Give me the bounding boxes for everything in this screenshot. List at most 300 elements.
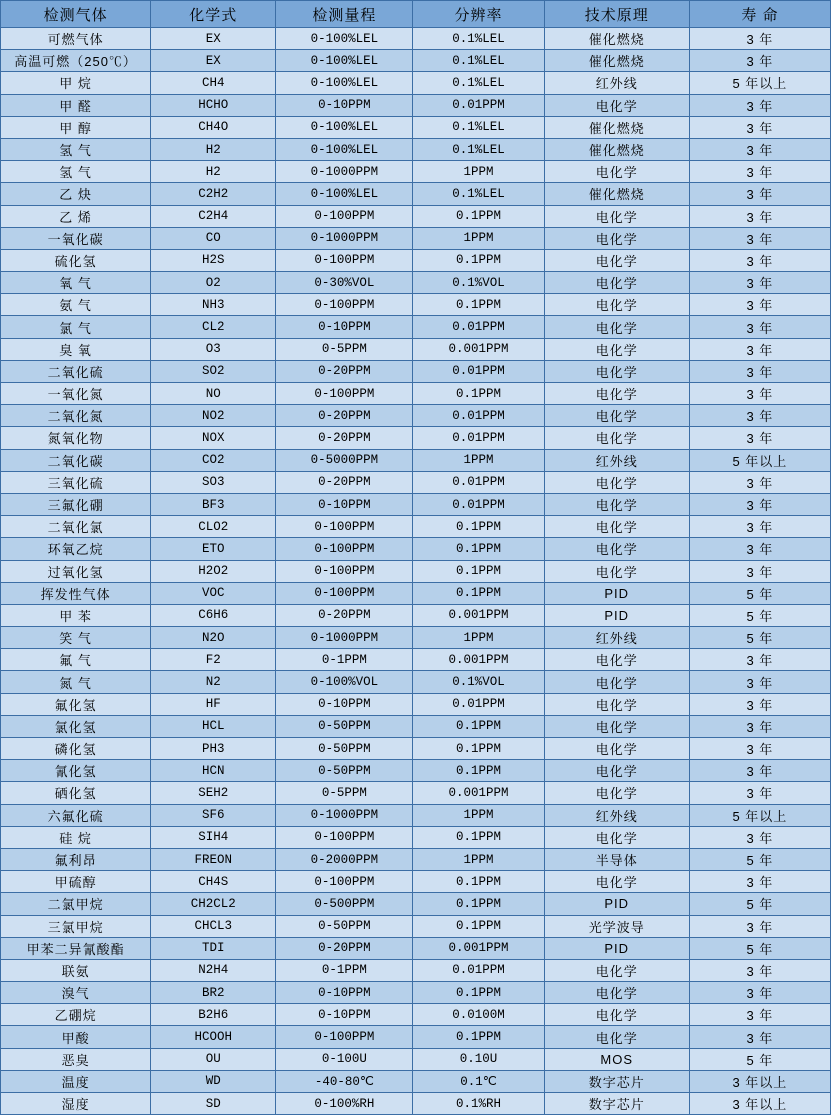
cell-technology: 红外线 <box>544 627 689 649</box>
cell-lifetime: 3 年 <box>689 427 830 449</box>
cell-gas-name: 甲苯二异氰酸酯 <box>1 937 151 959</box>
table-row <box>1 538 831 560</box>
cell-chemical-formula: N2H4 <box>151 959 276 981</box>
cell-detection-range: 0-100PPM <box>276 294 413 316</box>
cell-chemical-formula: C2H4 <box>151 205 276 227</box>
table-row <box>1 449 831 471</box>
cell-chemical-formula: CO2 <box>151 449 276 471</box>
cell-lifetime: 3 年 <box>689 871 830 893</box>
cell-gas-name: 三氟化硼 <box>1 493 151 515</box>
cell-detection-range: 0-20PPM <box>276 604 413 626</box>
column-header-resolution: 分辨率 <box>413 1 544 28</box>
cell-technology: 红外线 <box>544 449 689 471</box>
cell-detection-range: 0-100U <box>276 1048 413 1070</box>
cell-technology: 催化燃烧 <box>544 138 689 160</box>
cell-chemical-formula: CH2CL2 <box>151 893 276 915</box>
cell-resolution: 0.01PPM <box>413 959 544 981</box>
cell-technology: 电化学 <box>544 294 689 316</box>
cell-gas-name: 氟利昂 <box>1 848 151 870</box>
cell-technology: 电化学 <box>544 516 689 538</box>
cell-gas-name: 可燃气体 <box>1 28 151 50</box>
cell-gas-name: 氢 气 <box>1 138 151 160</box>
table-row <box>1 693 831 715</box>
cell-detection-range: 0-100%LEL <box>276 183 413 205</box>
cell-detection-range: -40-80℃ <box>276 1070 413 1092</box>
table-row <box>1 50 831 72</box>
cell-lifetime: 5 年 <box>689 848 830 870</box>
table-row <box>1 893 831 915</box>
cell-resolution: 0.001PPM <box>413 649 544 671</box>
cell-technology: 电化学 <box>544 671 689 693</box>
cell-technology: 催化燃烧 <box>544 116 689 138</box>
cell-technology: 电化学 <box>544 982 689 1004</box>
cell-lifetime: 3 年 <box>689 826 830 848</box>
table-row <box>1 915 831 937</box>
cell-resolution: 0.1PPM <box>413 383 544 405</box>
cell-lifetime: 5 年以上 <box>689 449 830 471</box>
cell-resolution: 0.1℃ <box>413 1070 544 1092</box>
cell-gas-name: 联氨 <box>1 959 151 981</box>
table-row <box>1 760 831 782</box>
cell-detection-range: 0-100%LEL <box>276 72 413 94</box>
cell-detection-range: 0-1000PPM <box>276 627 413 649</box>
table-row <box>1 804 831 826</box>
table-row <box>1 649 831 671</box>
cell-chemical-formula: SD <box>151 1093 276 1115</box>
cell-technology: PID <box>544 937 689 959</box>
cell-lifetime: 3 年以上 <box>689 1070 830 1092</box>
cell-resolution: 0.1PPM <box>413 249 544 271</box>
cell-gas-name: 湿度 <box>1 1093 151 1115</box>
table-row <box>1 94 831 116</box>
cell-technology: MOS <box>544 1048 689 1070</box>
cell-gas-name: 一氧化氮 <box>1 383 151 405</box>
cell-detection-range: 0-20PPM <box>276 471 413 493</box>
cell-chemical-formula: SEH2 <box>151 782 276 804</box>
cell-gas-name: 一氧化碳 <box>1 227 151 249</box>
cell-resolution: 0.001PPM <box>413 937 544 959</box>
cell-gas-name: 甲 醇 <box>1 116 151 138</box>
cell-resolution: 0.1%VOL <box>413 272 544 294</box>
cell-resolution: 0.1PPM <box>413 915 544 937</box>
cell-chemical-formula: H2S <box>151 249 276 271</box>
table-row <box>1 272 831 294</box>
cell-resolution: 0.01PPM <box>413 471 544 493</box>
table-row <box>1 72 831 94</box>
cell-chemical-formula: PH3 <box>151 738 276 760</box>
cell-gas-name: 挥发性气体 <box>1 582 151 604</box>
cell-technology: 电化学 <box>544 871 689 893</box>
cell-chemical-formula: CL2 <box>151 316 276 338</box>
cell-resolution: 1PPM <box>413 627 544 649</box>
cell-chemical-formula: N2 <box>151 671 276 693</box>
cell-lifetime: 3 年 <box>689 227 830 249</box>
cell-technology: PID <box>544 604 689 626</box>
cell-gas-name: 硫化氢 <box>1 249 151 271</box>
cell-resolution: 0.1%RH <box>413 1093 544 1115</box>
cell-detection-range: 0-100%LEL <box>276 28 413 50</box>
cell-lifetime: 5 年 <box>689 937 830 959</box>
cell-resolution: 1PPM <box>413 227 544 249</box>
cell-chemical-formula: HF <box>151 693 276 715</box>
cell-gas-name: 过氧化氢 <box>1 560 151 582</box>
table-row <box>1 227 831 249</box>
cell-lifetime: 3 年以上 <box>689 1093 830 1115</box>
table-row <box>1 28 831 50</box>
cell-resolution: 0.001PPM <box>413 604 544 626</box>
cell-technology: 电化学 <box>544 94 689 116</box>
cell-resolution: 0.01PPM <box>413 693 544 715</box>
cell-lifetime: 3 年 <box>689 760 830 782</box>
cell-lifetime: 5 年 <box>689 627 830 649</box>
table-row <box>1 604 831 626</box>
cell-gas-name: 乙硼烷 <box>1 1004 151 1026</box>
cell-detection-range: 0-10PPM <box>276 693 413 715</box>
cell-lifetime: 3 年 <box>689 560 830 582</box>
cell-detection-range: 0-20PPM <box>276 427 413 449</box>
cell-lifetime: 3 年 <box>689 50 830 72</box>
table-row <box>1 338 831 360</box>
cell-chemical-formula: SO3 <box>151 471 276 493</box>
cell-technology: 电化学 <box>544 338 689 360</box>
cell-technology: 光学波导 <box>544 915 689 937</box>
cell-technology: 电化学 <box>544 249 689 271</box>
cell-technology: 催化燃烧 <box>544 183 689 205</box>
cell-lifetime: 3 年 <box>689 538 830 560</box>
cell-chemical-formula: BF3 <box>151 493 276 515</box>
cell-technology: 电化学 <box>544 826 689 848</box>
cell-resolution: 0.1%LEL <box>413 183 544 205</box>
cell-lifetime: 3 年 <box>689 294 830 316</box>
table-row <box>1 959 831 981</box>
cell-lifetime: 3 年 <box>689 982 830 1004</box>
cell-detection-range: 0-100%VOL <box>276 671 413 693</box>
cell-gas-name: 二氧化氮 <box>1 405 151 427</box>
cell-resolution: 1PPM <box>413 804 544 826</box>
cell-technology: 电化学 <box>544 560 689 582</box>
cell-gas-name: 氯 气 <box>1 316 151 338</box>
cell-resolution: 0.1%VOL <box>413 671 544 693</box>
cell-chemical-formula: VOC <box>151 582 276 604</box>
cell-technology: 电化学 <box>544 538 689 560</box>
cell-technology: PID <box>544 893 689 915</box>
cell-gas-name: 甲 烷 <box>1 72 151 94</box>
table-row <box>1 427 831 449</box>
cell-detection-range: 0-5PPM <box>276 338 413 360</box>
cell-gas-name: 氟 气 <box>1 649 151 671</box>
cell-technology: 电化学 <box>544 471 689 493</box>
cell-technology: 红外线 <box>544 804 689 826</box>
cell-gas-name: 二氧化硫 <box>1 360 151 382</box>
cell-technology: 电化学 <box>544 760 689 782</box>
cell-resolution: 0.01PPM <box>413 427 544 449</box>
table-row <box>1 471 831 493</box>
cell-chemical-formula: HCN <box>151 760 276 782</box>
cell-detection-range: 0-100PPM <box>276 871 413 893</box>
cell-lifetime: 5 年以上 <box>689 804 830 826</box>
cell-detection-range: 0-100%LEL <box>276 116 413 138</box>
table-row <box>1 1004 831 1026</box>
cell-technology: PID <box>544 582 689 604</box>
cell-lifetime: 3 年 <box>689 338 830 360</box>
cell-gas-name: 氟化氢 <box>1 693 151 715</box>
cell-resolution: 0.1PPM <box>413 826 544 848</box>
table-row <box>1 516 831 538</box>
cell-chemical-formula: CH4O <box>151 116 276 138</box>
cell-technology: 电化学 <box>544 738 689 760</box>
cell-lifetime: 5 年 <box>689 1048 830 1070</box>
cell-technology: 电化学 <box>544 782 689 804</box>
table-row <box>1 782 831 804</box>
cell-chemical-formula: NO <box>151 383 276 405</box>
cell-chemical-formula: NOX <box>151 427 276 449</box>
cell-chemical-formula: HCOOH <box>151 1026 276 1048</box>
cell-gas-name: 温度 <box>1 1070 151 1092</box>
cell-detection-range: 0-100PPM <box>276 249 413 271</box>
cell-chemical-formula: ETO <box>151 538 276 560</box>
cell-resolution: 0.01PPM <box>413 493 544 515</box>
cell-technology: 电化学 <box>544 405 689 427</box>
table-row <box>1 937 831 959</box>
cell-detection-range: 0-10PPM <box>276 316 413 338</box>
cell-lifetime: 3 年 <box>689 205 830 227</box>
cell-lifetime: 3 年 <box>689 28 830 50</box>
cell-resolution: 0.01PPM <box>413 316 544 338</box>
table-row <box>1 627 831 649</box>
cell-resolution: 0.1PPM <box>413 294 544 316</box>
cell-chemical-formula: NH3 <box>151 294 276 316</box>
cell-chemical-formula: HCL <box>151 715 276 737</box>
cell-chemical-formula: FREON <box>151 848 276 870</box>
cell-gas-name: 氨 气 <box>1 294 151 316</box>
cell-lifetime: 5 年 <box>689 604 830 626</box>
cell-chemical-formula: H2 <box>151 138 276 160</box>
cell-technology: 电化学 <box>544 205 689 227</box>
cell-resolution: 0.1%LEL <box>413 116 544 138</box>
cell-gas-name: 氢 气 <box>1 161 151 183</box>
cell-detection-range: 0-100PPM <box>276 826 413 848</box>
cell-lifetime: 3 年 <box>689 316 830 338</box>
cell-chemical-formula: H2O2 <box>151 560 276 582</box>
cell-lifetime: 3 年 <box>689 1004 830 1026</box>
cell-gas-name: 甲硫醇 <box>1 871 151 893</box>
cell-resolution: 0.1%LEL <box>413 28 544 50</box>
cell-resolution: 0.1PPM <box>413 560 544 582</box>
table-row <box>1 249 831 271</box>
cell-detection-range: 0-1000PPM <box>276 227 413 249</box>
cell-chemical-formula: C6H6 <box>151 604 276 626</box>
cell-chemical-formula: O3 <box>151 338 276 360</box>
cell-gas-name: 二氧化碳 <box>1 449 151 471</box>
column-header-technology: 技术原理 <box>544 1 689 28</box>
cell-technology: 电化学 <box>544 715 689 737</box>
cell-detection-range: 0-50PPM <box>276 760 413 782</box>
table-row <box>1 183 831 205</box>
table-row <box>1 405 831 427</box>
cell-resolution: 0.1PPM <box>413 738 544 760</box>
cell-detection-range: 0-100PPM <box>276 560 413 582</box>
cell-detection-range: 0-10PPM <box>276 493 413 515</box>
table-row <box>1 1048 831 1070</box>
cell-detection-range: 0-100PPM <box>276 516 413 538</box>
cell-lifetime: 3 年 <box>689 715 830 737</box>
table-row <box>1 493 831 515</box>
cell-lifetime: 3 年 <box>689 360 830 382</box>
cell-detection-range: 0-100PPM <box>276 383 413 405</box>
cell-resolution: 0.1PPM <box>413 760 544 782</box>
cell-lifetime: 3 年 <box>689 649 830 671</box>
cell-resolution: 0.1%LEL <box>413 50 544 72</box>
cell-resolution: 0.1PPM <box>413 538 544 560</box>
cell-detection-range: 0-100%LEL <box>276 138 413 160</box>
cell-technology: 电化学 <box>544 1004 689 1026</box>
cell-lifetime: 3 年 <box>689 249 830 271</box>
cell-chemical-formula: CO <box>151 227 276 249</box>
cell-technology: 电化学 <box>544 272 689 294</box>
cell-chemical-formula: CHCL3 <box>151 915 276 937</box>
cell-gas-name: 三氯甲烷 <box>1 915 151 937</box>
cell-detection-range: 0-500PPM <box>276 893 413 915</box>
cell-gas-name: 氰化氢 <box>1 760 151 782</box>
cell-resolution: 1PPM <box>413 848 544 870</box>
table-row <box>1 560 831 582</box>
cell-lifetime: 3 年 <box>689 1026 830 1048</box>
cell-chemical-formula: HCHO <box>151 94 276 116</box>
cell-detection-range: 0-2000PPM <box>276 848 413 870</box>
table-row <box>1 871 831 893</box>
cell-gas-name: 六氟化硫 <box>1 804 151 826</box>
cell-resolution: 0.01PPM <box>413 360 544 382</box>
cell-technology: 催化燃烧 <box>544 28 689 50</box>
cell-resolution: 0.1PPM <box>413 871 544 893</box>
cell-technology: 电化学 <box>544 959 689 981</box>
table-row <box>1 205 831 227</box>
table-row <box>1 316 831 338</box>
cell-technology: 电化学 <box>544 1026 689 1048</box>
column-header-gas-name: 检测气体 <box>1 1 151 28</box>
cell-chemical-formula: NO2 <box>151 405 276 427</box>
cell-detection-range: 0-10PPM <box>276 1004 413 1026</box>
cell-chemical-formula: C2H2 <box>151 183 276 205</box>
cell-chemical-formula: OU <box>151 1048 276 1070</box>
table-header <box>1 1 831 28</box>
cell-lifetime: 5 年 <box>689 893 830 915</box>
cell-lifetime: 3 年 <box>689 671 830 693</box>
cell-lifetime: 3 年 <box>689 272 830 294</box>
cell-resolution: 0.001PPM <box>413 782 544 804</box>
cell-detection-range: 0-100%LEL <box>276 50 413 72</box>
cell-chemical-formula: SF6 <box>151 804 276 826</box>
cell-gas-name: 氮氧化物 <box>1 427 151 449</box>
cell-resolution: 0.1%LEL <box>413 138 544 160</box>
cell-lifetime: 5 年 <box>689 582 830 604</box>
cell-gas-name: 乙 烯 <box>1 205 151 227</box>
cell-resolution: 0.1PPM <box>413 582 544 604</box>
cell-gas-name: 臭 氧 <box>1 338 151 360</box>
table-row <box>1 161 831 183</box>
table-row <box>1 738 831 760</box>
cell-gas-name: 氧 气 <box>1 272 151 294</box>
cell-technology: 电化学 <box>544 427 689 449</box>
table-row <box>1 1093 831 1115</box>
cell-gas-name: 硒化氢 <box>1 782 151 804</box>
cell-chemical-formula: CLO2 <box>151 516 276 538</box>
cell-detection-range: 0-50PPM <box>276 915 413 937</box>
cell-lifetime: 5 年以上 <box>689 72 830 94</box>
cell-detection-range: 0-5000PPM <box>276 449 413 471</box>
cell-detection-range: 0-10PPM <box>276 982 413 1004</box>
cell-chemical-formula: SIH4 <box>151 826 276 848</box>
table-row <box>1 383 831 405</box>
cell-lifetime: 3 年 <box>689 693 830 715</box>
table-row <box>1 138 831 160</box>
cell-lifetime: 3 年 <box>689 738 830 760</box>
cell-technology: 电化学 <box>544 383 689 405</box>
cell-chemical-formula: SO2 <box>151 360 276 382</box>
cell-gas-name: 氯化氢 <box>1 715 151 737</box>
cell-lifetime: 3 年 <box>689 138 830 160</box>
table-row <box>1 1026 831 1048</box>
cell-detection-range: 0-20PPM <box>276 360 413 382</box>
cell-chemical-formula: B2H6 <box>151 1004 276 1026</box>
cell-technology: 电化学 <box>544 649 689 671</box>
cell-detection-range: 0-1000PPM <box>276 161 413 183</box>
cell-resolution: 0.01PPM <box>413 94 544 116</box>
cell-technology: 电化学 <box>544 161 689 183</box>
cell-gas-name: 氮 气 <box>1 671 151 693</box>
cell-gas-name: 高温可燃（250℃） <box>1 50 151 72</box>
table-row <box>1 582 831 604</box>
cell-chemical-formula: H2 <box>151 161 276 183</box>
cell-detection-range: 0-100PPM <box>276 582 413 604</box>
cell-technology: 数字芯片 <box>544 1093 689 1115</box>
cell-detection-range: 0-50PPM <box>276 715 413 737</box>
cell-lifetime: 3 年 <box>689 94 830 116</box>
cell-gas-name: 甲酸 <box>1 1026 151 1048</box>
cell-lifetime: 3 年 <box>689 405 830 427</box>
cell-detection-range: 0-100PPM <box>276 538 413 560</box>
table-header-row <box>1 1 831 28</box>
cell-detection-range: 0-20PPM <box>276 405 413 427</box>
cell-lifetime: 3 年 <box>689 493 830 515</box>
table-row <box>1 848 831 870</box>
cell-lifetime: 3 年 <box>689 383 830 405</box>
cell-technology: 催化燃烧 <box>544 50 689 72</box>
table-row <box>1 1070 831 1092</box>
cell-gas-name: 二氧化氯 <box>1 516 151 538</box>
cell-resolution: 0.01PPM <box>413 405 544 427</box>
cell-lifetime: 3 年 <box>689 516 830 538</box>
cell-lifetime: 3 年 <box>689 183 830 205</box>
cell-resolution: 0.10U <box>413 1048 544 1070</box>
cell-detection-range: 0-10PPM <box>276 94 413 116</box>
cell-technology: 红外线 <box>544 72 689 94</box>
cell-detection-range: 0-1000PPM <box>276 804 413 826</box>
cell-resolution: 0.1PPM <box>413 205 544 227</box>
table-row <box>1 826 831 848</box>
cell-resolution: 0.1PPM <box>413 516 544 538</box>
cell-chemical-formula: WD <box>151 1070 276 1092</box>
cell-chemical-formula: CH4S <box>151 871 276 893</box>
cell-chemical-formula: CH4 <box>151 72 276 94</box>
table-row <box>1 360 831 382</box>
cell-gas-name: 乙 炔 <box>1 183 151 205</box>
table-row <box>1 294 831 316</box>
cell-resolution: 0.1PPM <box>413 715 544 737</box>
cell-chemical-formula: F2 <box>151 649 276 671</box>
cell-detection-range: 0-50PPM <box>276 738 413 760</box>
cell-chemical-formula: O2 <box>151 272 276 294</box>
